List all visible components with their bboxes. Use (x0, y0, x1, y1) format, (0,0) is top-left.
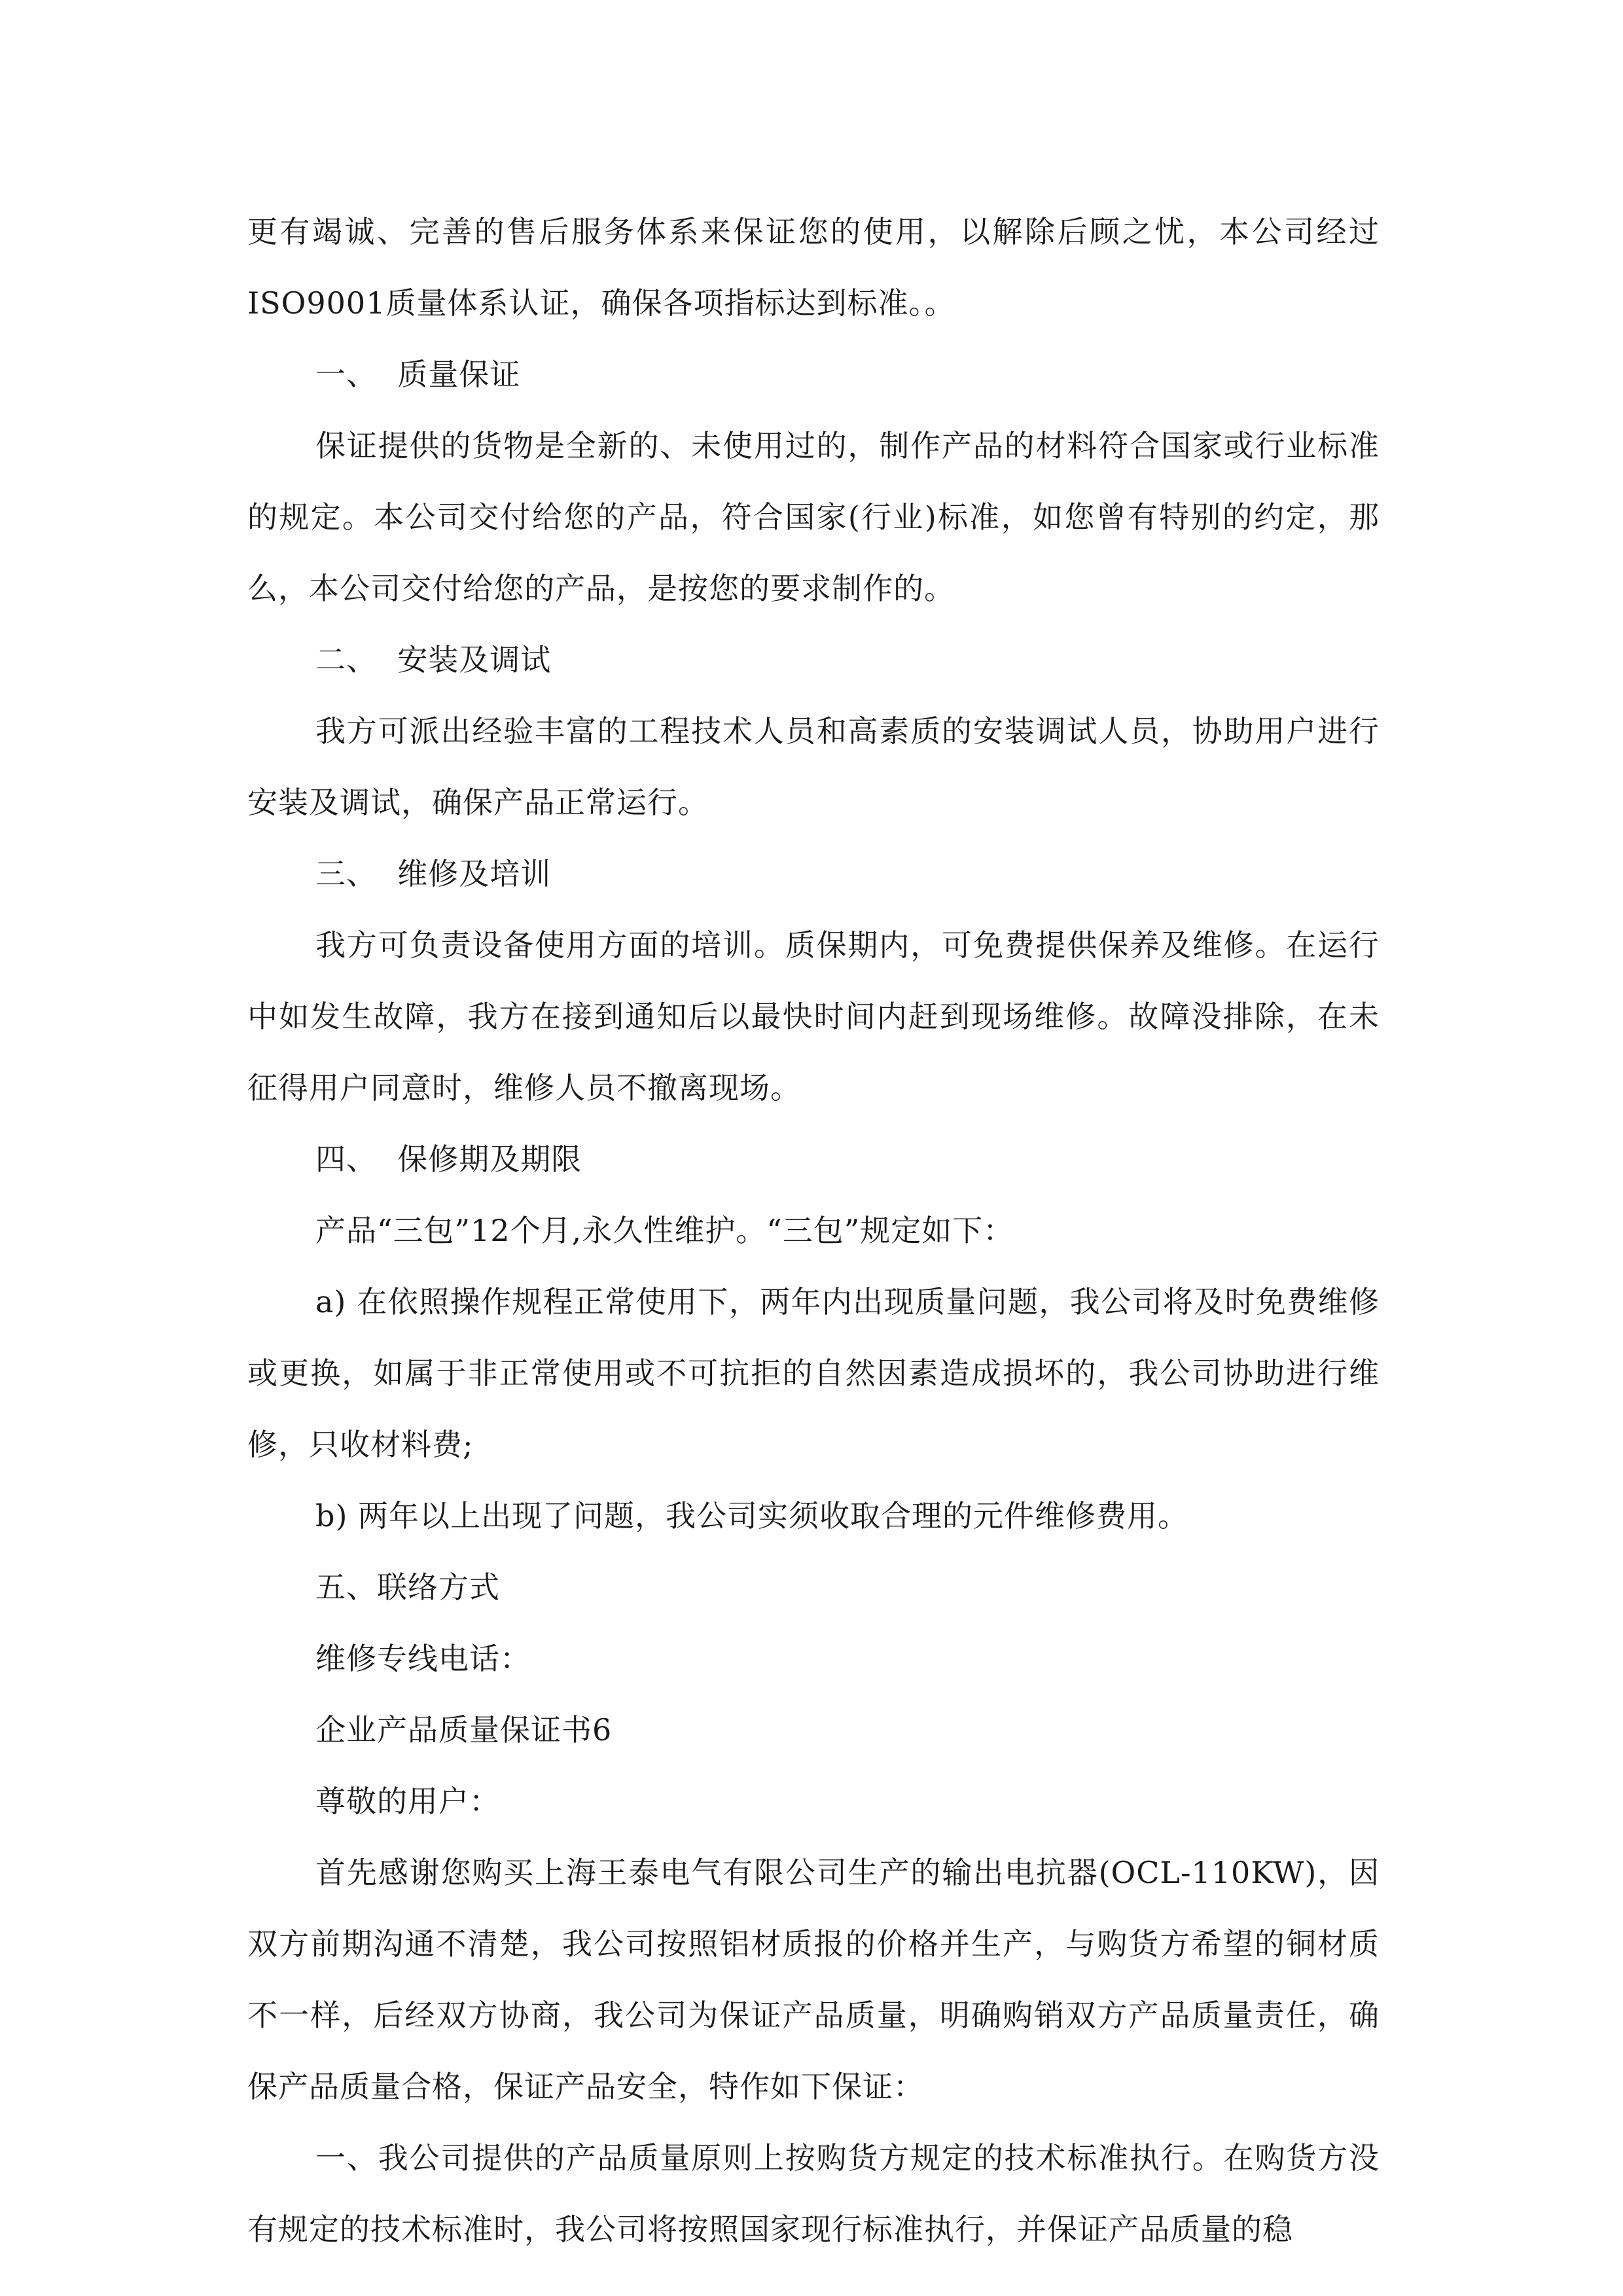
paragraph-service-intro: 更有竭诚、完善的售后服务体系来保证您的使用，以解除后顾之忧，本公司经过ISO9001质量体系认证，确保各项指标达到标准。。 (247, 214, 1380, 321)
document-body (247, 196, 1380, 2265)
section-heading-quality-assurance: 一、 质量保证 (315, 357, 521, 392)
paragraph-warranty-item-b: b) 两年以上出现了问题，我公司实须收取合理的元件维修费用。 (315, 1498, 1189, 1534)
section-heading-maintenance-training: 三、 维修及培训 (315, 856, 552, 891)
paragraph-thanks-intro: 首先感谢您购买上海王泰电气有限公司生产的输出电抗器(OCL-110KW)，因双方前期沟通不清楚，我公司按照铝材质报的价格并生产，与购货方希望的铜材质不一样，后经双方协商，我公司为保证产品质量，明确购销双方产品质量责任，确保产品质量合格，保证产品安全，特作如下保证： (247, 1855, 1380, 2104)
document-subtitle: 企业产品质量保证书6 (315, 1712, 613, 1748)
paragraph-quality-assurance: 保证提供的货物是全新的、未使用过的，制作产品的材料符合国家或行业标准的规定。本公司交付给您的产品，符合国家(行业)标准，如您曾有特别的约定，那么，本公司交付给您的产品，是按您的要求制作的。 (247, 428, 1380, 606)
paragraph-warranty-item-a: a) 在依照操作规程正常使用下，两年内出现质量问题，我公司将及时免费维修或更换，如属于非正常使用或不可抗拒的自然因素造成损坏的，我公司协助进行维修，只收材料费; (247, 1284, 1380, 1462)
paragraph-maintenance-training: 我方可负责设备使用方面的培训。质保期内，可免费提供保养及维修。在运行中如发生故障，我方在接到通知后以最快时间内赶到现场维修。故障没排除，在未征得用户同意时，维修人员不撤离现场。 (247, 927, 1380, 1105)
paragraph-warranty-terms: 产品“三包”12个月,永久性维护。“三包”规定如下： (315, 1213, 1014, 1248)
section-heading-installation: 二、 安装及调试 (315, 642, 552, 677)
paragraph-installation: 我方可派出经验丰富的工程技术人员和高素质的安装调试人员，协助用户进行安装及调试，确保产品正常运行。 (247, 713, 1380, 820)
paragraph-clause-one: 一、我公司提供的产品质量原则上按购货方规定的技术标准执行。在购货方没有规定的技术标准时，我公司将按照国家现行标准执行，并保证产品质量的稳 (247, 2140, 1380, 2247)
salutation: 尊敬的用户： (315, 1784, 500, 1819)
section-heading-warranty-period: 四、 保修期及期限 (315, 1141, 582, 1177)
section-heading-contact: 五、联络方式 (315, 1570, 500, 1605)
paragraph-hotline: 维修专线电话： (315, 1641, 531, 1676)
